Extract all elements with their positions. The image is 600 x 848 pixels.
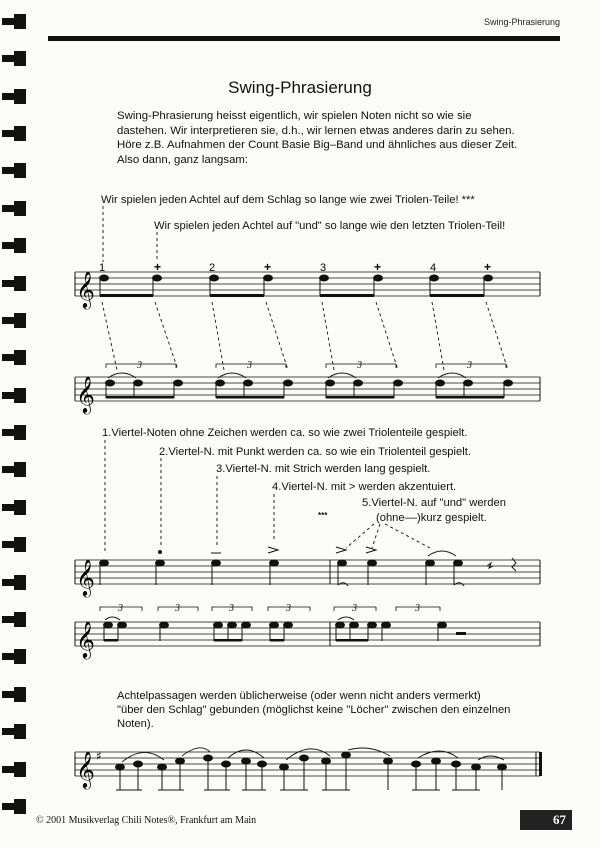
beat-label: 4 [430,262,437,274]
example1-staff-top [75,206,540,309]
copyright-footer: © 2001 Musikverlag Chili Notes®, Frankfurt am Main [36,815,257,826]
intro-line: Swing-Phrasierung heisst eigentlich, wir spielen Noten nicht so wie sie [117,110,472,122]
treble-clef-icon: 𝄞 [76,750,95,788]
beat-label: + [374,260,382,274]
treble-clef-icon: 𝄞 [76,375,95,413]
example3-line: Achtelpassagen werden üblicherweise (oder wenn nicht anders vermerkt) [117,690,481,702]
rule-1: 1.Viertel-Noten ohne Zeichen werden ca. so wie zwei Triolenteile gespielt. [102,427,468,439]
running-header: Swing-Phrasierung [483,17,560,27]
triplet-label: 3 [357,360,362,371]
stars-marker: *** [318,511,328,520]
treble-clef-icon: 𝄞 [76,558,95,596]
beat-label: + [154,260,162,274]
triplet-label: 3 [175,603,180,614]
example3-staff [75,748,542,790]
triplet-label: 3 [118,603,123,614]
example2-staff-top [75,547,540,597]
sharp-icon: ♯ [96,749,102,763]
intro-line: dastehen. Wir interpretieren sie, d.h., wir lernen etwas anderes darin zu sehen. [117,124,515,137]
treble-clef-icon: 𝄞 [76,270,95,308]
rule-5: 5.Viertel-N. auf "und" werden [362,497,506,509]
rule-2: 2.Viertel-N. mit Punkt werden ca. so wie ein Triolenteil gespielt. [159,446,471,458]
example1-annotation-on-beat: Wir spielen jeden Achtel auf dem Schlag so lange wie zwei Triolen-Teile! *** [101,194,475,206]
beat-label: 3 [320,262,327,274]
intro-line: Also dann, ganz langsam: [117,153,249,166]
example3-line: "über den Schlag" gebunden (möglichst keine "Löcher" zwischen den einzelnen [117,704,511,716]
beat-label: + [484,260,492,274]
example1-connectors [102,302,508,370]
example3-line: Noten). [117,718,154,730]
triplet-label: 3 [415,603,420,614]
triplet-label: 3 [229,603,234,614]
intro-line: Höre z.B. Aufnahmen der Count Basie Big–Band und ähnliches aus dieser Zeit. [117,139,518,152]
triplet-label: 3 [467,360,472,371]
beat-label: 2 [209,262,216,274]
triplet-label: 3 [247,360,252,371]
page-number: 67 [520,810,572,830]
beat-label: + [264,260,272,274]
rule-3: 3.Viertel-N. mit Strich werden lang gespielt. [216,463,431,475]
rule-4: 4.Viertel-N. mit > werden akzentuiert. [272,481,457,493]
rule-5-continued: (ohne––)kurz gespielt. [376,512,487,524]
triplet-label: 3 [286,603,291,614]
treble-clef-icon: 𝄞 [76,620,95,658]
beat-label: 1 [99,262,106,274]
triplet-label: 3 [352,603,357,614]
example2-staff-bottom [75,603,540,659]
example2-guides [105,440,430,552]
triplet-label: 3 [137,360,142,371]
example1-staff-bottom [75,360,540,414]
page-title: Swing-Phrasierung [228,78,372,97]
example1-annotation-offbeat: Wir spielen jeden Achtel auf "und" so lange wie den letzten Triolen-Teil! [154,220,506,232]
